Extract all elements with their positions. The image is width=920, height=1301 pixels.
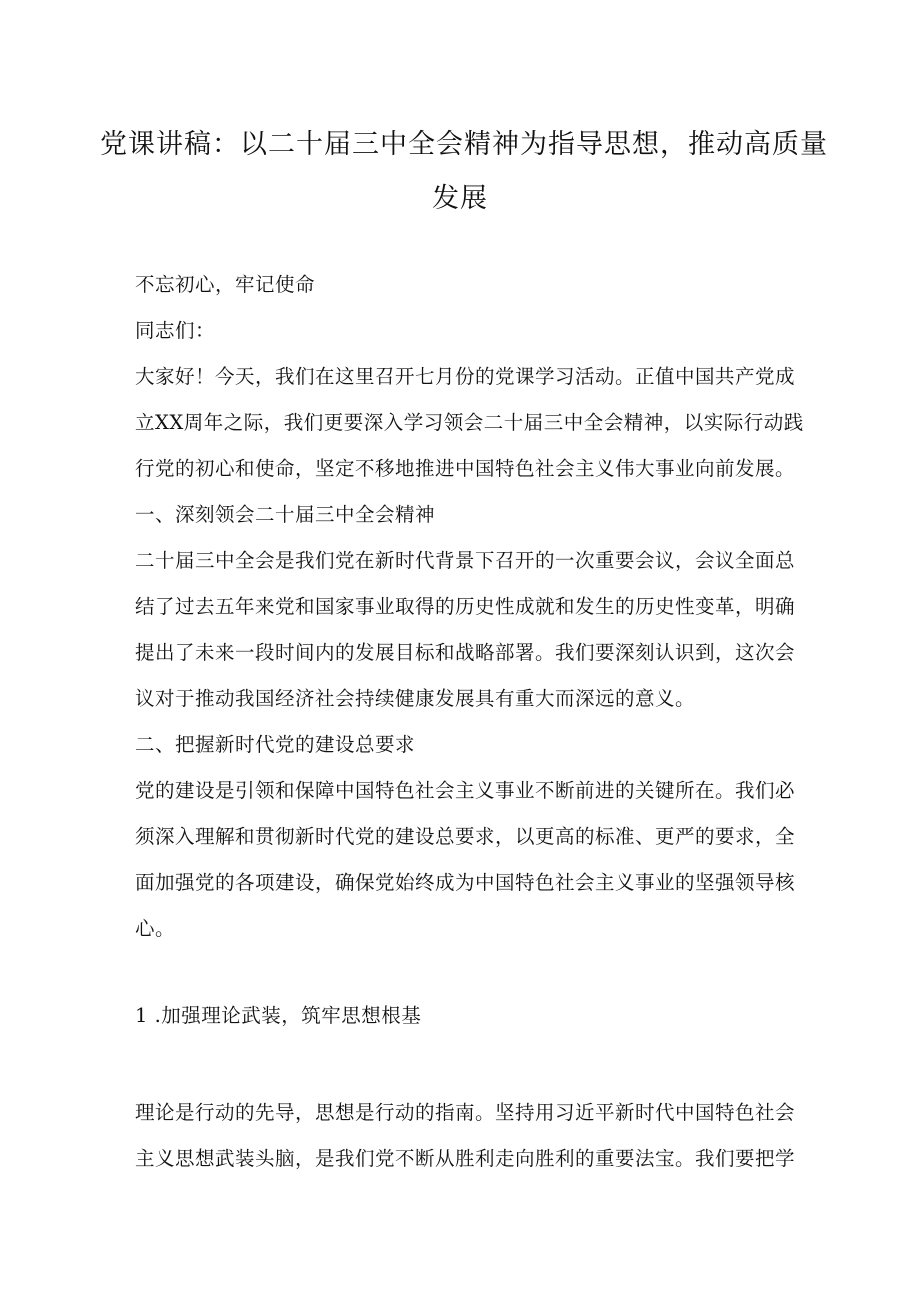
subtitle: 不忘初心，牢记使命 [135,273,316,296]
document-body-part-3 [135,1090,796,1182]
document-title [100,118,828,226]
document-body-part-1 [135,262,804,952]
section1-heading: 一、深刻领会二十届三中全会精神 [135,503,436,526]
section2-line-1: 党的建设是引领和保障中国特色社会主义事业不断前进的关键所在。我们必 [135,779,796,802]
section1-line-3: 提出了未来一段时间内的发展目标和战略部署。我们要深刻认识到，这次会 [135,641,796,664]
section1-line-2: 结了过去五年来党和国家事业取得的历史性成就和发生的历史性变革，明确 [135,595,796,618]
intro-line-3: 行党的初心和使命，坚定不移地推进中国特色社会主义伟大事业向前发展。 [135,457,796,480]
section2-line-4: 心。 [135,917,176,940]
section1-line-4: 议对于推动我国经济社会持续健康发展具有重大而深远的意义。 [135,687,696,710]
title-line-2: 发展 [432,183,488,214]
sub1-heading: 1 .加强理论武装，筑牢思想根基 [135,1004,422,1027]
section2-line-3: 面加强党的各项建设，确保党始终成为中国特色社会主义事业的坚强领导核 [135,871,796,894]
title-line-1: 党课讲稿：以二十届三中全会精神为指导思想，推动高质量 [100,129,828,160]
salutation: 同志们： [135,319,216,342]
sub1-line-1: 理论是行动的先导，思想是行动的指南。坚持用习近平新时代中国特色社会 [135,1101,796,1124]
section1-line-1: 二十届三中全会是我们党在新时代背景下召开的一次重要会议，会议全面总 [135,549,796,572]
document-body-part-2 [135,993,790,1039]
intro-line-1: 大家好！今天，我们在这里召开七月份的党课学习活动。正值中国共产党成 [135,365,796,388]
section2-line-2: 须深入理解和贯彻新时代党的建设总要求，以更高的标准、更严的要求，全 [135,825,796,848]
section2-heading: 二、把握新时代党的建设总要求 [135,733,416,756]
sub1-line-2: 主义思想武装头脑，是我们党不断从胜利走向胜利的重要法宝。我们要把学 [135,1147,796,1170]
intro-line-2: 立XX周年之际，我们更要深入学习领会二十届三中全会精神，以实际行动践 [135,411,804,434]
